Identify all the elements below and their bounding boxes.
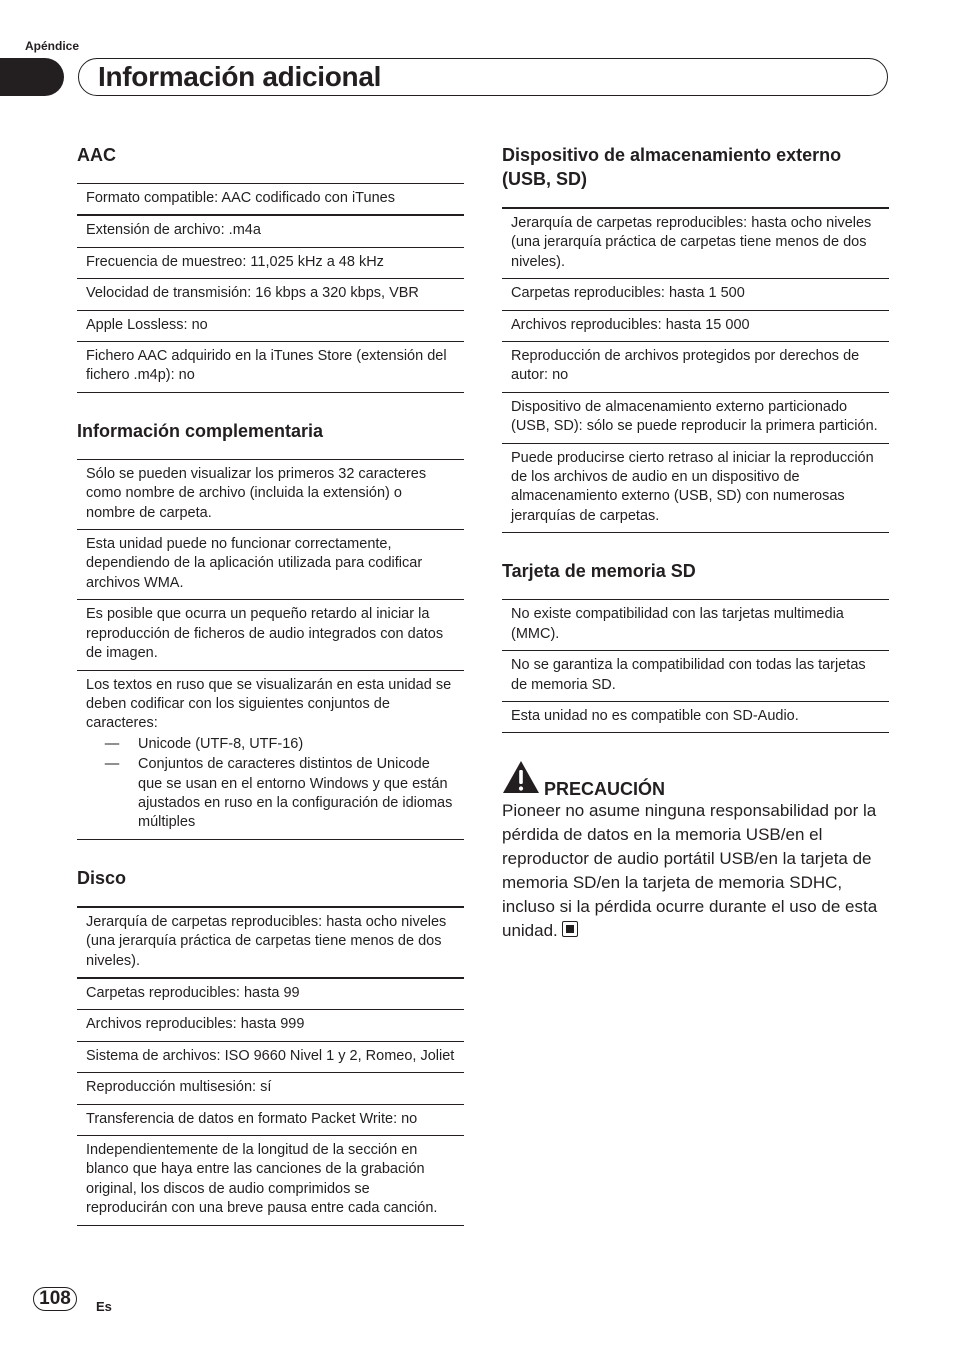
caution-text: Pioneer no asume ninguna responsabilidad por la pérdida de datos en la memoria USB/en el reproductor de audio portátil USB/en la tarjeta de memoria SD/en la tarjeta de memoria SDHC, incluso si la pérdida ocurre durante el uso de esta unidad. xyxy=(502,801,878,941)
table-row: Sólo se pueden visualizar los primeros 32 caracteres como nombre de archivo (incluida la extensión) o nombre de carpeta. xyxy=(77,460,464,530)
externo-table xyxy=(502,207,889,533)
warning-triangle-icon xyxy=(502,760,540,799)
left-column xyxy=(77,143,464,1252)
list-item-text: Conjuntos de caracteres distintos de Unicode que se usan en el entorno Windows y que están ajustados en ruso en la configuración de idiomas múltiples xyxy=(138,756,453,831)
header-tab-marker xyxy=(0,58,64,96)
table-row: Transferencia de datos en formato Packet Write: no xyxy=(77,1105,464,1136)
table-row: Velocidad de transmisión: 16 kbps a 320 kbps, VBR xyxy=(77,279,464,310)
right-column xyxy=(502,143,889,943)
table-row: Independientemente de la longitud de la sección en blanco que haya entre las canciones de la grabación original, los discos de audio comprimidos se reproducirán con una breve pausa entre cada canción. xyxy=(86,1142,438,1217)
list-item xyxy=(86,755,455,833)
caution-title: PRECAUCIÓN xyxy=(544,779,666,800)
table-row: Frecuencia de muestreo: 11,025 kHz a 48 kHz xyxy=(77,248,464,279)
complementaria-heading: Información complementaria xyxy=(77,420,324,441)
page-number: 108 xyxy=(33,1287,77,1311)
table-row: Puede producirse cierto retraso al iniciar la reproducción de los archivos de audio en un dispositivo de almacenamiento externo (USB, SD) con numerosas jerarquías de carpetas. xyxy=(511,449,874,524)
sd-heading: Tarjeta de memoria SD xyxy=(502,561,696,582)
table-row: Formato compatible: AAC codificado con iTunes xyxy=(77,184,464,216)
dash-bullet: — xyxy=(104,735,120,752)
list-item-text: Unicode (UTF-8, UTF-16) xyxy=(138,735,304,752)
table-row: Reproducción multisesión: sí xyxy=(77,1073,464,1104)
end-mark-icon xyxy=(562,921,578,937)
list-item xyxy=(86,735,455,754)
table-row: Sistema de archivos: ISO 9660 Nivel 1 y 2, Romeo, Joliet xyxy=(77,1042,464,1073)
aac-table xyxy=(77,183,464,393)
aac-heading: AAC xyxy=(77,145,116,165)
table-row: Dispositivo de almacenamiento externo particionado (USB, SD): sólo se puede reproducir la primera partición. xyxy=(502,393,889,444)
table-row-russian xyxy=(77,671,464,839)
complementaria-table xyxy=(77,459,464,840)
section-label: Apéndice xyxy=(25,39,80,53)
table-row: Esta unidad no es compatible con SD-Audio. xyxy=(511,707,799,724)
table-row: No existe compatibilidad con las tarjetas multimedia (MMC). xyxy=(502,600,889,651)
language-code: Es xyxy=(96,1299,112,1314)
caution-header xyxy=(502,759,889,799)
page-title: Información adicional xyxy=(98,61,382,92)
table-row: Jerarquía de carpetas reproducibles: hasta ocho niveles (una jerarquía práctica de carpetas tiene menos de dos niveles). xyxy=(502,209,889,279)
table-row: Reproducción de archivos protegidos por derechos de autor: no xyxy=(502,342,889,393)
table-row: Carpetas reproducibles: hasta 99 xyxy=(77,979,464,1010)
caution-body xyxy=(502,799,889,943)
table-row: Carpetas reproducibles: hasta 1 500 xyxy=(502,279,889,310)
externo-heading: Dispositivo de almacenamiento externo (USB, SD) xyxy=(502,145,842,189)
russian-intro: Los textos en ruso que se visualizarán en esta unidad se deben codificar con los siguientes conjuntos de caracteres: xyxy=(86,676,452,732)
sd-table xyxy=(502,599,889,733)
table-row: No se garantiza la compatibilidad con todas las tarjetas de memoria SD. xyxy=(502,651,889,702)
disco-table xyxy=(77,906,464,1226)
table-row: Extensión de archivo: .m4a xyxy=(77,216,464,247)
table-row: Fichero AAC adquirido en la iTunes Store (extensión del fichero .m4p): no xyxy=(86,348,447,384)
table-row: Esta unidad puede no funcionar correctamente, dependiendo de la aplicación utilizada para codificar archivos WMA. xyxy=(77,530,464,600)
table-row: Apple Lossless: no xyxy=(77,311,464,342)
dash-bullet: — xyxy=(104,756,120,773)
table-row: Archivos reproducibles: hasta 15 000 xyxy=(502,311,889,342)
table-row: Archivos reproducibles: hasta 999 xyxy=(77,1010,464,1041)
table-row: Es posible que ocurra un pequeño retardo al iniciar la reproducción de ficheros de audio integrados con datos de imagen. xyxy=(77,600,464,670)
table-row: Jerarquía de carpetas reproducibles: hasta ocho niveles (una jerarquía práctica de carpetas tiene menos de dos niveles). xyxy=(77,908,464,979)
disco-heading: Disco xyxy=(77,867,127,888)
